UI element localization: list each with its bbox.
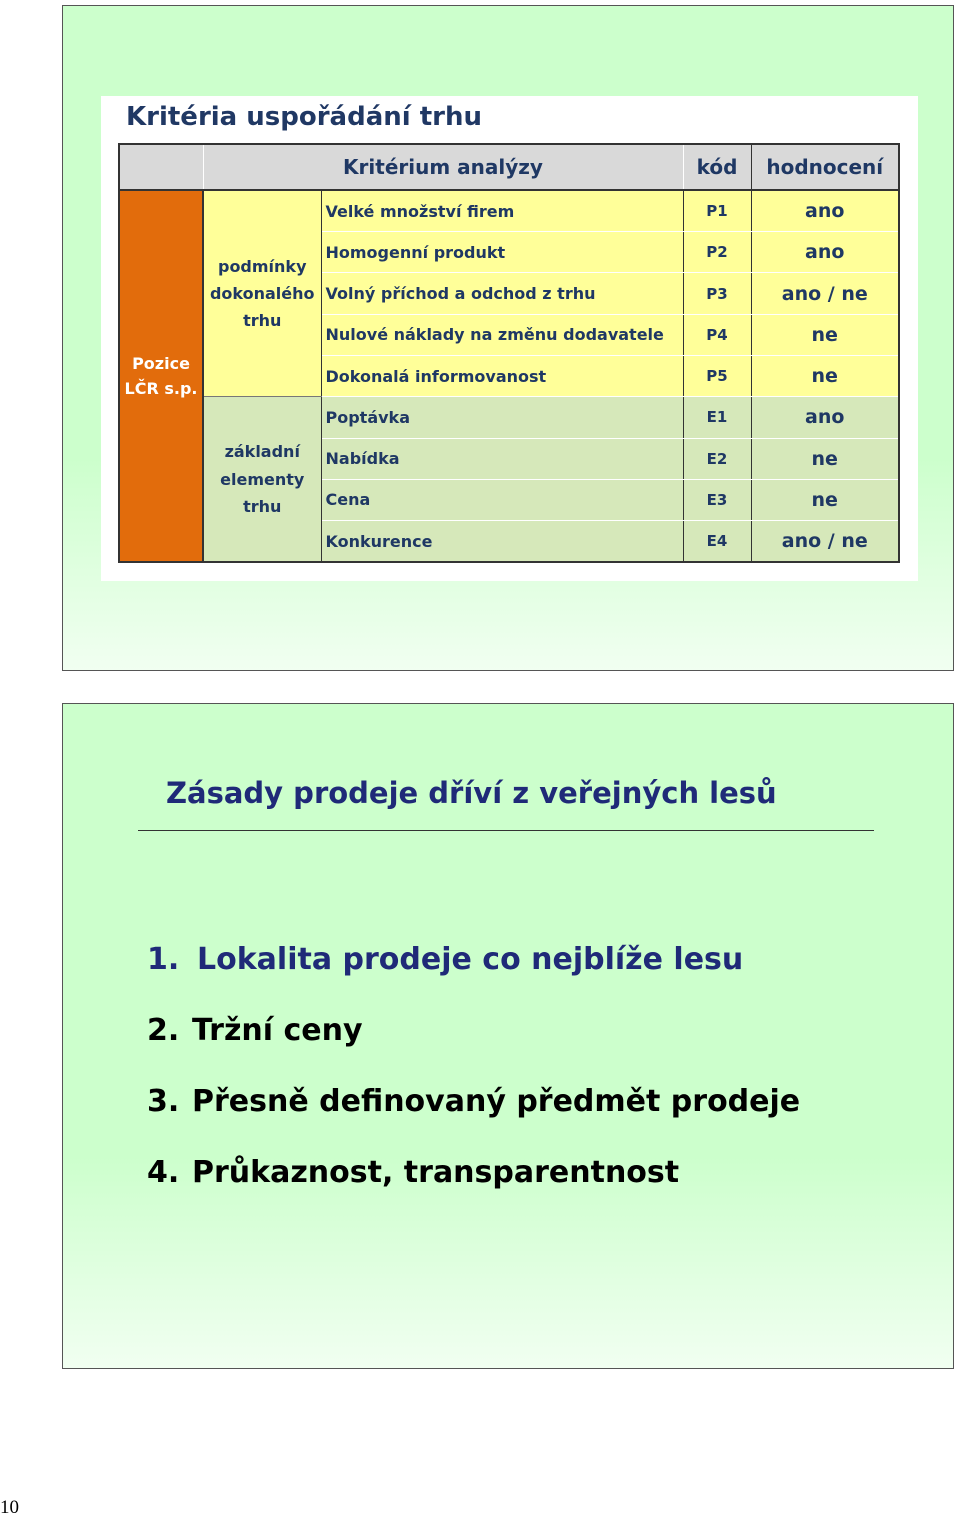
criterion-name: Poptávka xyxy=(321,397,683,438)
criterion-code: E3 xyxy=(683,479,751,520)
criterion-rating: ano / ne xyxy=(751,521,899,562)
header-code: kód xyxy=(683,144,751,190)
criterion-name: Nulové náklady na změnu dodavatele xyxy=(321,314,683,355)
criterion-code: P1 xyxy=(683,190,751,231)
criterion-code: P4 xyxy=(683,314,751,355)
position-cell xyxy=(119,190,203,562)
item-text: Přesně definovaný předmět prodeje xyxy=(192,1084,801,1119)
item-number: 2. xyxy=(147,1013,180,1048)
group-market-elements xyxy=(203,397,321,562)
criterion-rating: ano xyxy=(751,397,899,438)
group-p-line1: podmínky xyxy=(217,257,307,276)
criterion-name: Nabídka xyxy=(321,438,683,479)
criterion-rating: ne xyxy=(751,355,899,396)
criteria-title: Kritéria uspořádání trhu xyxy=(126,102,483,132)
group-p-line3: trhu xyxy=(243,311,282,331)
criterion-code: P2 xyxy=(683,232,751,273)
criterion-rating: ne xyxy=(751,438,899,479)
table-header-row xyxy=(119,144,899,190)
criterion-rating: ano xyxy=(751,232,899,273)
criterion-code: P5 xyxy=(683,355,751,396)
criterion-rating: ne xyxy=(751,314,899,355)
group-perfect-market xyxy=(203,190,321,396)
criterion-name: Konkurence xyxy=(321,521,683,562)
criterion-code: E2 xyxy=(683,438,751,479)
criterion-name: Cena xyxy=(321,479,683,520)
table-row xyxy=(119,397,899,438)
criterion-name: Homogenní produkt xyxy=(321,232,683,273)
slide-sale-principles xyxy=(62,703,954,1369)
criteria-table xyxy=(118,143,900,563)
criterion-code: E1 xyxy=(683,397,751,438)
header-rating: hodnocení xyxy=(751,144,899,190)
criteria-panel xyxy=(101,96,918,581)
item-number: 4. xyxy=(147,1155,180,1190)
item-text: Tržní ceny xyxy=(192,1013,363,1048)
item-number: 3. xyxy=(147,1084,180,1119)
slide-criteria xyxy=(62,5,954,671)
page-number: 10 xyxy=(0,1497,19,1518)
item-text: Průkaznost, transparentnost xyxy=(192,1155,680,1190)
criterion-code: E4 xyxy=(683,521,751,562)
item-number: 1. xyxy=(147,942,180,977)
header-criterion: Kritérium analýzy xyxy=(203,144,683,190)
group-p-line2: dokonalého xyxy=(209,284,315,304)
criterion-code: P3 xyxy=(683,273,751,314)
table-row xyxy=(119,190,899,231)
group-e-line2: elementy xyxy=(220,469,305,489)
header-blank xyxy=(119,144,203,190)
criterion-name: Velké množství firem xyxy=(321,190,683,231)
position-line1: Pozice xyxy=(132,353,190,373)
group-e-line1: základní xyxy=(224,442,300,462)
criterion-rating: ano xyxy=(751,190,899,231)
criterion-rating: ne xyxy=(751,479,899,520)
criterion-name: Dokonalá informovanost xyxy=(321,355,683,396)
item-text: Lokalita prodeje co nejblíže lesu xyxy=(197,942,744,977)
group-e-line3: trhu xyxy=(243,496,282,516)
criterion-name: Volný příchod a odchod z trhu xyxy=(321,273,683,314)
principles-title: Zásady prodeje dříví z veřejných lesů xyxy=(166,776,777,810)
criterion-rating: ano / ne xyxy=(751,273,899,314)
position-line2: LČR s.p. xyxy=(124,379,198,399)
title-divider xyxy=(138,830,874,831)
